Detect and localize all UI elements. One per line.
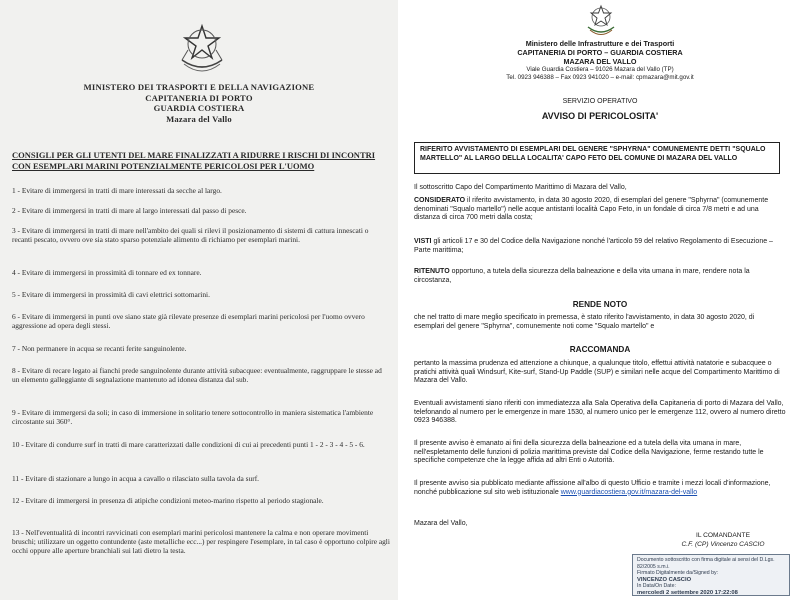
advice-title: CONSIGLI PER GLI UTENTI DEL MARE FINALIZZATI A RIDURRE I RISCHI DI INCONTRI CON ESEMPLARI MARINI POTENZIALMENTE PERICOLOSI PER L'UOMO — [12, 150, 376, 171]
italian-republic-emblem-icon — [585, 2, 617, 38]
office-location: Mazara del Vallo — [166, 113, 232, 124]
considerato-label: CONSIDERATO — [414, 197, 466, 204]
advice-item: 6 - Evitare di immergersi in punti ove siano state già rilevate presenze di esemplari marini pericolosi per l'uomo ovvero aggressione ad opera degli stessi. — [12, 312, 365, 331]
advice-item: 5 - Evitare di immergersi in prossimità di cavi elettrici sottomarini. — [12, 290, 210, 299]
advice-item: 2 - Evitare di immergersi in tratti di mare al largo interessati dal passo di pesce. — [12, 206, 247, 215]
stamp-note: Documento sottoscritto con firma digitale ai sensi del D.Lgs. 82/2005 s.m.i. — [637, 557, 775, 570]
intro-paragraph: Il sottoscritto Capo del Compartimento Marittimo di Mazara del Vallo, — [414, 184, 627, 191]
capitaneria-name: CAPITANERIA DI PORTO – GUARDIA COSTIERA — [517, 47, 683, 57]
ritenuto-text: opportuno, a tutela della sicurezza della balneazione e della vita umana in mare, rendere nota la circostanza, — [414, 268, 750, 284]
advice-item: 4 - Evitare di immergersi in prossimità di tonnare ed ex tonnare. — [12, 268, 202, 277]
pubblicazione-paragraph — [414, 480, 786, 497]
ritenuto-paragraph — [414, 268, 786, 285]
advice-item: 13 - Nell'eventualità di incontri ravvicinati con esemplari marini pericolosi mantenere la calma e non operare movimenti bruschi; utilizzare un oggetto contundente (aste metalliche ecc...) per respingere l'esemplare, in tal caso è opportuno colpire agli occhi oppure alle aperture branchiali sui lati dietro la testa. — [12, 528, 390, 556]
office-contacts: Tel. 0923 946388 – Fax 0923 941020 – e-mail: cpmazara@mit.gov.it — [506, 74, 694, 82]
office-address: Viale Guardia Costiera – 91026 Mazara del Vallo (TP) — [526, 66, 674, 74]
website-link[interactable]: www.guardiacostiera.gov.it/mazara-del-vallo — [560, 488, 698, 496]
finalita-paragraph: Il presente avviso è emanato ai fini della sicurezza della balneazione ed a tutela della vita umana in mare, nell'espletamento delle funzioni di polizia marittima previste dal Codice della Navigazione, ferme restando tutte le specifiche competenze che la legge affida ad altri Enti o Autorità. — [414, 440, 764, 465]
advice-item: 9 - Evitare di immergersi da soli; in caso di immersione in solitario tenere sottocontrollo in maniera sistematica l'ambiente circostante sui 360°. — [12, 408, 374, 427]
advice-item: 3 - Evitare di immergersi in tratti di mare nell'ambito dei quali si rilevi il posizionamento di sistemi di cattura innescati o recanti pescato, ovvero ove sia stato sparso potenziale alimento di richiamo per esemplari marini. — [12, 226, 369, 245]
stamp-signer: VINCENZO CASCIO — [637, 576, 692, 583]
ritenuto-label: RITENUTO — [414, 268, 450, 275]
service-label: SERVIZIO OPERATIVO — [562, 98, 638, 105]
office-name: MAZARA DEL VALLO — [563, 56, 637, 66]
right-header — [490, 40, 710, 82]
visti-paragraph — [414, 238, 786, 255]
advice-item: 12 - Evitare di immergersi in presenza di atipiche condizioni meteo-marino rispetto al periodo stagionale. — [12, 496, 324, 505]
segnalazioni-paragraph: Eventuali avvistamenti siano riferiti con immediatezza alla Sala Operativa della Capitaneria di porto di Mazara del Vallo, telefonando al numero per le emergenze in mare 1530, al numero unico per le emergenze 112, ovvero al numero diretto 0923 946388. — [414, 400, 786, 425]
ministry-title: MINISTERO DEI TRASPORTI E DELLA NAVIGAZIONE — [83, 82, 315, 92]
left-header — [0, 82, 398, 124]
rende-noto-heading: RENDE NOTO — [572, 300, 628, 309]
right-document-page — [400, 0, 800, 600]
considerato-paragraph — [414, 197, 786, 223]
advice-item: 1 - Evitare di immergersi in tratti di mare interessati da secche al largo. — [12, 186, 222, 195]
italian-republic-emblem-icon — [176, 20, 228, 76]
subject-box: RIFERITO AVVISTAMENTO DI ESEMPLARI DEL GENERE "SPHYRNA" COMUNEMENTE DETTI "SQUALO MARTELLO" AL LARGO DELLA LOCALITA' CAPO FETO DEL COMUNE DI MAZARA DEL VALLO — [414, 142, 780, 174]
place-line: Mazara del Vallo, — [414, 520, 468, 527]
signature-name: C.F. (CP) Vincenzo CASCIO — [681, 541, 765, 548]
stamp-date: mercoledì 2 settembre 2020 17:22:08 — [637, 589, 738, 596]
advice-item: 11 - Evitare di stazionare a lungo in acqua a cavallo o rilasciato sulla tavola da surf. — [12, 474, 260, 483]
guardia-costiera-title: GUARDIA COSTIERA — [153, 103, 245, 113]
considerato-text: il riferito avvistamento, in data 30 agosto 2020, di esemplari del genere "Sphyrna" (comunemente denominati "Squalo martello") nelle acque antistanti località Capo Feto, in un fondale di circa 7/8 metri e ad una distanza di circa 700 metri dalla costa; — [414, 197, 769, 222]
visti-label: VISTI — [414, 238, 432, 245]
raccomanda-heading: RACCOMANDA — [569, 345, 631, 354]
rende-noto-paragraph: che nel tratto di mare meglio specificato in premessa, è stato riferito l'avvistamento, in data 30 agosto 2020, di esemplari del genere "Sphyrna", comunemente noti come "Squalo martello" e — [414, 314, 755, 330]
digital-signature-stamp — [632, 554, 790, 596]
notice-title: AVVISO DI PERICOLOSITA' — [541, 111, 659, 121]
stamp-signed-by-label: Firmato Digitalmente da/Signed by: — [637, 570, 719, 577]
stamp-date-label: In Data/On Date: — [637, 583, 676, 590]
advice-item: 8 - Evitare di recare legato ai fianchi prede sanguinolente durante attività subacquee: eventualmente, raggruppare le stesse ad un elemento galleggiante di segnalazione mantenuto ad idonea distanza dal sub. — [12, 366, 382, 385]
advice-item: 10 - Evitare di condurre surf in tratti di mare caratterizzati dalle condizioni di cui ai precedenti punti 1 - 2 - 3 - 4 - 5 - 6. — [12, 440, 365, 449]
capitaneria-title: CAPITANERIA DI PORTO — [145, 92, 253, 103]
raccomanda-paragraph: pertanto la massima prudenza ed attenzione a chiunque, a qualunque titolo, effettui attività natatorie e subacquee o pratichi attività quali Windsurf, Kite-surf, Stand-Up Paddle (SUP) e similari nelle acque del Compartimento Marittimo di Mazara del Vallo. — [414, 360, 780, 385]
ministry-name: Ministero delle Infrastrutture e dei Trasporti — [525, 39, 675, 48]
visti-text: gli articoli 17 e 30 del Codice della Navigazione nonché l'articolo 59 del relativo Regolamento di Esecuzione – Parte marittima; — [414, 238, 773, 254]
signature-role: IL COMANDANTE — [696, 532, 750, 539]
pubblicazione-text: Il presente avviso sia pubblicato mediante affissione all'albo di questo Ufficio e tramite i mezzi locali d'informazione, nonché pubblicazione sul sito web istituzionale — [414, 480, 771, 496]
advice-item: 7 - Non permanere in acqua se recanti ferite sanguinolente. — [12, 344, 187, 353]
left-document-page — [0, 0, 398, 600]
